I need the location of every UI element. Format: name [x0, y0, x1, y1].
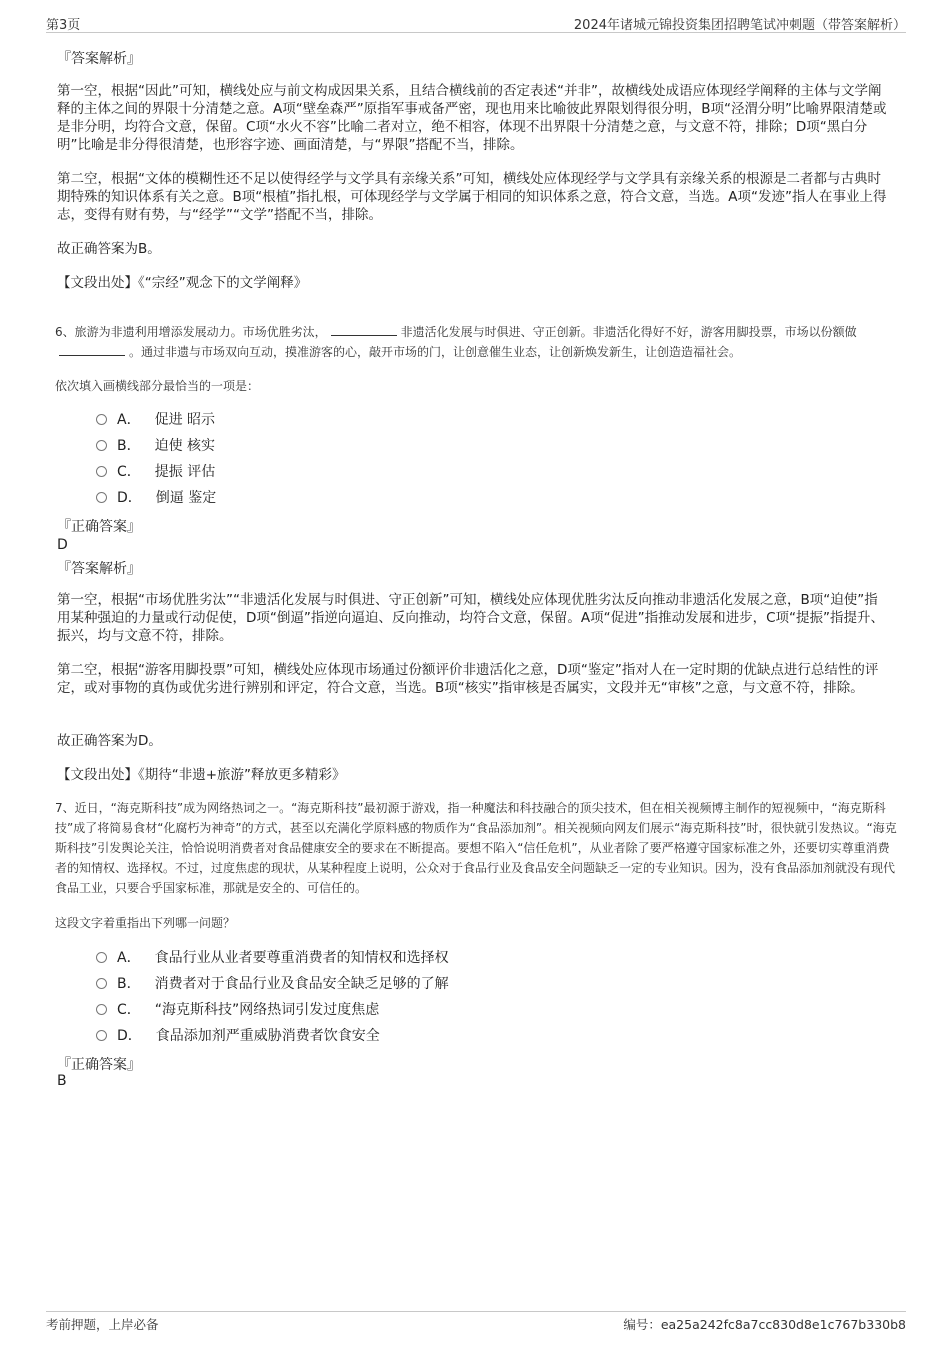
question-prompt: 这段文字着重指出下列哪一问题？ — [55, 916, 236, 930]
correct-answer-label: 『正确答案』 — [57, 519, 141, 535]
radio-icon[interactable] — [96, 466, 107, 477]
option-a[interactable]: A． 食品行业从业者要尊重消费者的知情权和选择权 — [96, 948, 449, 968]
option-d[interactable]: D． 倒逼 鉴定 — [96, 488, 216, 508]
conclusion: 故正确答案为B。 — [57, 241, 161, 257]
radio-icon[interactable] — [96, 1030, 107, 1041]
page-number: 第3页 — [46, 18, 81, 33]
analysis-label: 『答案解析』 — [57, 561, 141, 577]
analysis-paragraph: 第一空，根据“因此”可知，横线处应与前文构成因果关系，且结合横线前的否定表述“并非”，故横线处成语应体现经学阐释的主体与文学阐释的主体之间的界限十分清楚之意。A项“壁垒森严”原指军事戒备严密，现也用来比喻彼此界限划得很分明，B项“泾渭分明”比喻界限清楚或是非分明，均符合文意，保留。C项“水火不容”比喻二者对立，绝不相容，体现不出界限十分清楚之意，与文意不符，排除；D项“黑白分明”比喻是非分得很清楚，也形容字迹、画面清楚，与“界限”搭配不当，排除。 — [57, 83, 887, 153]
option-b[interactable]: B． 消费者对于食品行业及食品安全缺乏足够的了解 — [96, 974, 449, 994]
source-citation: 【文段出处】《“宗经”观念下的文学阐释》 — [57, 275, 308, 291]
analysis-paragraph: 第一空，根据“市场优胜劣汰”“非遗活化发展与时俱进、守正创新”可知，横线处应体现优胜劣汰反向推动非遗活化发展之意，B项“迫使”指用某种强迫的力量或行动促使，D项“倒逼”指逆向逼迫、反向推动，均符合文意，保留。A项“促进”指推动发展和进步，C项“提振”指提升、振兴，均与文意不符，排除。 — [57, 592, 885, 644]
radio-icon[interactable] — [96, 440, 107, 451]
option-c[interactable]: C． 提振 评估 — [96, 462, 215, 482]
correct-answer-label: 『正确答案』 — [57, 1057, 141, 1073]
option-c[interactable]: C． “海克斯科技”网络热词引发过度焦虑 — [96, 1000, 379, 1020]
radio-icon[interactable] — [96, 952, 107, 963]
correct-answer: B — [57, 1073, 67, 1089]
radio-icon[interactable] — [96, 1004, 107, 1015]
conclusion: 故正确答案为D。 — [57, 733, 162, 749]
document-id: 编号：ea25a242fc8a7cc830d8e1c767b330b8 — [623, 1317, 906, 1332]
footer-slogan: 考前押题，上岸必备 — [46, 1317, 159, 1332]
answer-blank — [59, 343, 125, 356]
radio-icon[interactable] — [96, 978, 107, 989]
question-prompt: 依次填入画横线部分最恰当的一项是： — [55, 379, 260, 393]
option-a[interactable]: A． 促进 昭示 — [96, 410, 215, 430]
question-stem: 6、旅游为非遗利用增添发展动力。市场优胜劣汰， 非遗活化发展与时俱进、守正创新。非遗活化得好不好，游客用脚投票，市场以份额做。通过非遗与市场双向互动，摸准游客的心，敲开市场的门，让创意催生业态，让创新焕发新生，让创造造福社会。 — [55, 325, 857, 359]
radio-icon[interactable] — [96, 414, 107, 425]
document-title: 2024年诸城元锦投资集团招聘笔试冲刺题（带答案解析） — [573, 18, 906, 33]
page-footer — [46, 1311, 906, 1337]
analysis-paragraph: 第二空，根据“文体的模糊性还不足以使得经学与文学具有亲缘关系”可知，横线处应体现经学与文学具有亲缘关系的根源是二者都与古典时期特殊的知识体系有关之意。B项“根植”指扎根，可体现经学与文学属于相同的知识体系之意，符合文意，当选。A项“发迹”指人在事业上得志，变得有财有势，与“经学”“文学”搭配不当，排除。 — [57, 171, 887, 223]
answer-blank — [331, 323, 397, 336]
question-stem: 7、近日，“海克斯科技”成为网络热词之一。“海克斯科技”最初源于游戏，指一种魔法和科技融合的顶尖技术，但在相关视频博主制作的短视频中，“海克斯科技”成了将简易食材“化腐朽为神奇”的方式，甚至以充满化学原料感的物质作为“食品添加剂”。相关视频向网友们展示“海克斯科技”时，很快就引发热议。“海克斯科技”引发舆论关注，恰恰说明消费者对食品健康安全的要求在不断提高。要想不陷入“信任危机”，从业者除了要严格遵守国家标准之外，还要切实尊重消费者的知情权、选择权。不过，过度焦虑的现状，从某种程度上说明，公众对于食品行业及食品安全问题缺乏一定的专业知识。因为，没有食品添加剂就没有现代食品工业，只要合乎国家标准，那就是安全的、可信任的。 — [55, 801, 897, 895]
source-citation: 【文段出处】《期待“非遗+旅游”释放更多精彩》 — [57, 767, 346, 783]
page-header — [46, 14, 906, 33]
radio-icon[interactable] — [96, 492, 107, 503]
option-b[interactable]: B． 迫使 核实 — [96, 436, 215, 456]
analysis-paragraph: 第二空，根据“游客用脚投票”可知，横线处应体现市场通过份额评价非遗活化之意，D项“鉴定”指对人在一定时期的优缺点进行总结性的评定，或对事物的真伪或优劣进行辨别和评定，符合文意，当选。B项“核实”指审核是否属实，文段并无“审核”之意，与文意不符，排除。 — [57, 662, 879, 696]
analysis-label: 『答案解析』 — [57, 51, 141, 67]
option-d[interactable]: D． 食品添加剂严重威胁消费者饮食安全 — [96, 1026, 380, 1046]
correct-answer: D — [57, 537, 68, 553]
